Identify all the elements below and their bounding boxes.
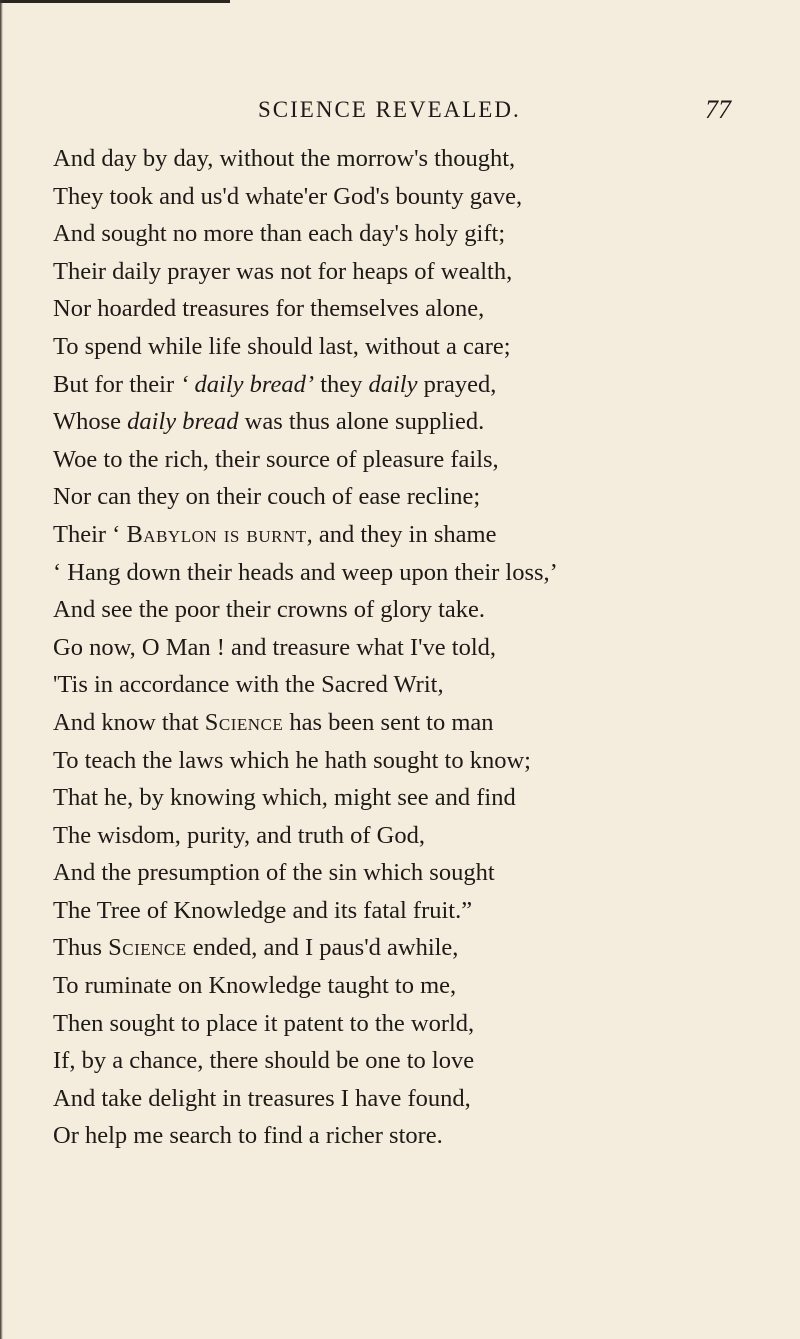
poem-line: They took and us'd whate'er God's bounty gave, — [53, 182, 523, 210]
page-edge-top — [0, 0, 230, 3]
poem-line: ‘ Hang down their heads and weep upon their loss,’ — [53, 558, 558, 586]
poem-line: To teach the laws which he hath sought to know; — [53, 746, 531, 774]
poem-body — [53, 140, 793, 1155]
poem-line: The Tree of Knowledge and its fatal fruit.” — [53, 896, 473, 924]
poem-line: Nor hoarded treasures for themselves alone, — [53, 295, 485, 323]
small-caps-text: Science — [108, 934, 187, 962]
poem-line: Their daily prayer was not for heaps of wealth, — [53, 257, 513, 285]
italic-text: daily — [368, 370, 418, 398]
poem-line: Nor can they on their couch of ease recline; — [53, 483, 481, 511]
italic-text: daily bread — [127, 408, 239, 436]
poem-line — [53, 403, 793, 441]
poem-line: 'Tis in accordance with the Sacred Writ, — [53, 671, 444, 699]
line-text: ended, and I paus'd awhile, — [186, 934, 459, 962]
poem-line: That he, by knowing which, might see and find — [53, 784, 516, 812]
poem-line: And sought no more than each day's holy gift; — [53, 220, 506, 248]
line-text: But for their — [53, 370, 181, 398]
small-caps-text: Science — [204, 708, 284, 736]
poem-line: The wisdom, purity, and truth of God, — [53, 821, 425, 849]
poem-line — [53, 366, 793, 404]
page-edge-left — [0, 0, 3, 1339]
poem-line: And the presumption of the sin which sought — [53, 859, 495, 887]
poem-line — [53, 516, 793, 554]
poem-line: To spend while life should last, without a care; — [53, 332, 511, 360]
poem-line: Then sought to place it patent to the world, — [53, 1009, 475, 1037]
line-text: And know that — [53, 708, 205, 736]
line-text: Thus — [53, 934, 109, 962]
line-text: Their ‘ — [53, 520, 127, 548]
poem-line: And see the poor their crowns of glory take. — [53, 596, 486, 624]
poem-line: And day by day, without the morrow's thought, — [53, 145, 516, 172]
line-text: prayed, — [417, 370, 497, 398]
poem-line — [53, 929, 793, 967]
running-head — [0, 90, 800, 130]
running-title: SCIENCE REVEALED. — [258, 97, 521, 122]
poem-line: If, by a chance, there should be one to love — [53, 1047, 475, 1075]
line-text: Whose — [53, 408, 128, 436]
poem-line: Or help me search to find a richer store. — [53, 1122, 443, 1150]
poem-line — [53, 704, 793, 742]
italic-text: ‘ daily bread’ — [180, 370, 315, 398]
poem-line: To ruminate on Knowledge taught to me, — [53, 972, 457, 1000]
line-text: was thus alone supplied. — [238, 408, 485, 436]
poem-line: And take delight in treasures I have found, — [53, 1084, 471, 1112]
page-number: 77 — [705, 95, 731, 124]
poem-line: Go now, O Man ! and treasure what I've told, — [53, 633, 497, 661]
line-text: has been sent to man — [283, 708, 494, 736]
poem-line: Woe to the rich, their source of pleasure fails, — [53, 445, 499, 473]
line-text: they — [314, 370, 369, 398]
small-caps-text: Babylon is burnt — [126, 520, 307, 548]
line-text: , and they in shame — [306, 520, 497, 548]
